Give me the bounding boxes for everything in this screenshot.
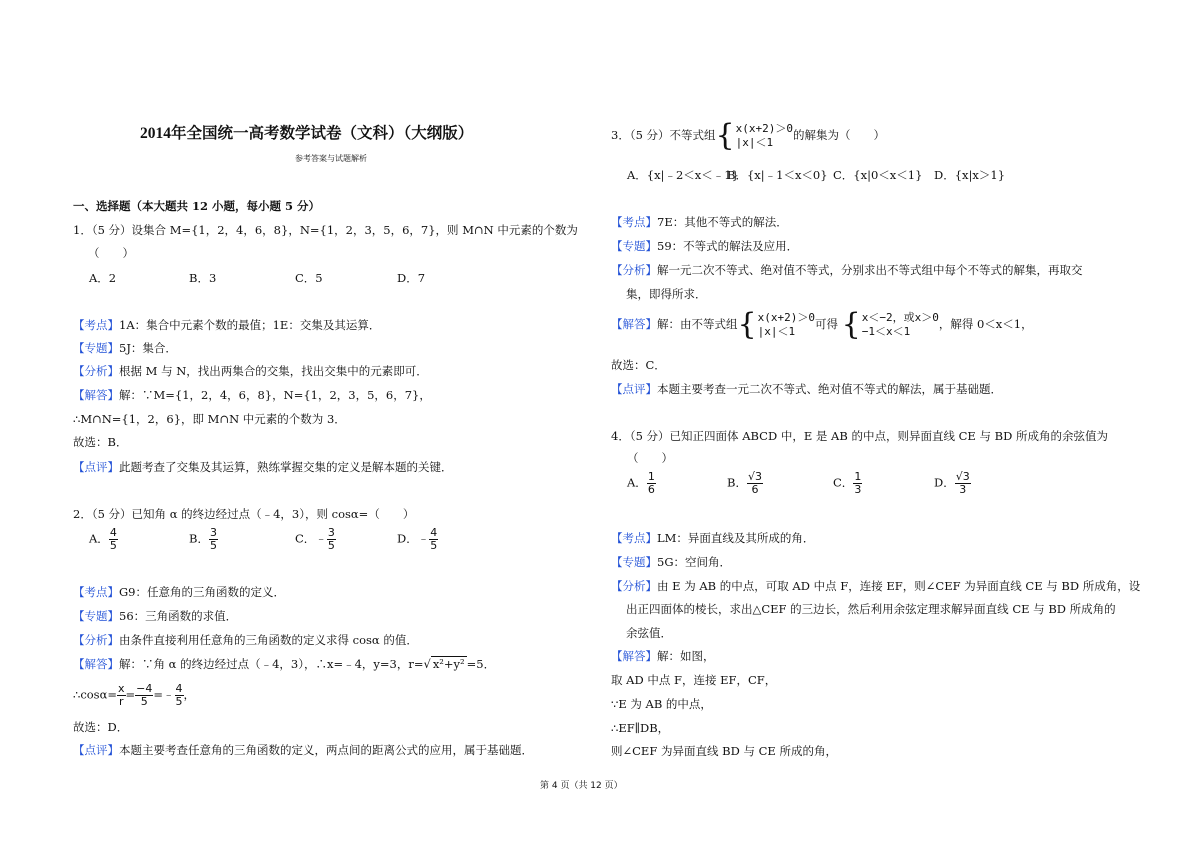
q2-fenxi	[73, 632, 418, 648]
q1-jieda-text: 解：∵M={1，2，4，6，8}，N={1，2，3，5，6，7}，	[119, 388, 431, 402]
q1-line2: ∴M∩N={1，2，6}，即 M∩N 中元素的个数为 3．	[73, 412, 346, 426]
q2-cos-frac2-num: −4	[136, 682, 153, 695]
q3-zhuanti	[611, 238, 798, 254]
q2-option-d-sign: ﹣	[417, 531, 430, 546]
q3-stem-b: 的解集为（ ）	[793, 128, 885, 142]
q2-cos-eq2: =﹣	[153, 687, 175, 702]
q3-stem	[611, 118, 885, 153]
q2-option-d-den: 5	[430, 539, 438, 552]
q3-jieda-b: 可得	[814, 317, 838, 331]
tag-fenxi: 【分析】	[611, 263, 657, 277]
q3-jieda-sys2-row1: x＜−2，或x＞0	[861, 311, 939, 324]
q3-option-a: A．{x|﹣2＜x＜﹣1}	[627, 168, 739, 182]
q3-jieda-system2	[841, 307, 939, 342]
q2-option-c	[295, 527, 336, 552]
q3-choose: 故选：C．	[611, 358, 666, 372]
q3-jieda-system1	[737, 307, 815, 342]
q2-option-b-den: 5	[209, 539, 217, 552]
q3-fenxi-cont: 集，即得所求．	[626, 287, 707, 301]
q2-option-a-fraction	[109, 527, 118, 552]
q2-cos-frac1	[117, 683, 126, 708]
q3-jieda-sys1-row2: |x|＜1	[757, 325, 796, 338]
q3-sys-row1: x(x+2)＞0	[735, 122, 793, 135]
q4-option-c-fraction	[853, 471, 862, 496]
q2-cos-frac2-den: 5	[140, 695, 148, 708]
q4-stem: 4．（5 分）已知正四面体 ABCD 中，E 是 AB 的中点，则异面直线 CE 与 BD 所成角的余弦值为	[611, 429, 1108, 443]
q4-option-b-letter: B．	[727, 475, 747, 490]
q4-option-c	[833, 471, 862, 496]
q3-option-d: D．{x|x＞1}	[934, 168, 1006, 182]
page-title: 2014年全国统一高考数学试卷（文科）（大纲版）	[140, 125, 474, 142]
q2-cos-frac1-num: x	[117, 682, 125, 695]
q2-option-d-fraction	[429, 527, 438, 552]
q2-cos-frac2	[135, 683, 153, 708]
q1-option-c: C．5	[295, 271, 323, 285]
q4-zhuanti-text: 5G：空间角．	[657, 555, 732, 569]
q2-zhuanti	[73, 608, 237, 624]
q2-option-a-den: 5	[109, 539, 117, 552]
q2-jieda-text: 解：∵角 α 的终边经过点（﹣4，3），∴x=﹣4，y=3，r=	[119, 657, 424, 671]
q3-stem-a: 3．（5 分）不等式组	[611, 128, 716, 142]
q2-r-expr: x²+y²	[432, 657, 465, 671]
q2-dianping-text: 本题主要考查任意角的三角函数的定义，两点间的距离公式的应用，属于基础题．	[119, 743, 533, 757]
sqrt-sign: √	[423, 657, 431, 671]
q2-option-b-letter: B．	[189, 531, 209, 546]
q4-option-d-den: 3	[959, 483, 967, 496]
q4-line3: ∴EF∥DB，	[611, 721, 670, 735]
brace-icon: {	[841, 307, 861, 342]
tag-kaodian: 【考点】	[73, 585, 119, 599]
q3-jieda-sys1-row1: x(x+2)＞0	[757, 311, 815, 324]
q2-dianping	[73, 742, 533, 758]
q1-zhuanti	[73, 340, 177, 356]
q1-stem: 1．（5 分）设集合 M={1，2，4，6，8}，N={1，2，3，5，6，7}，则 M∩N 中元素的个数为	[73, 223, 578, 237]
q4-line2: ∵E 为 AB 的中点，	[611, 697, 712, 711]
q2-cos-line	[73, 683, 195, 708]
q2-option-d-letter: D．	[397, 531, 418, 546]
q1-zhuanti-text: 5J：集合．	[119, 341, 177, 355]
tag-kaodian: 【考点】	[611, 531, 657, 545]
q4-option-b-fraction	[747, 471, 763, 496]
q4-option-c-num: 1	[854, 470, 862, 483]
q2-cos-frac3	[175, 683, 184, 708]
q3-sys-row2: |x|＜1	[735, 136, 774, 149]
q1-paren: （ ）	[88, 246, 134, 260]
q4-option-c-den: 3	[854, 483, 862, 496]
q2-option-a	[89, 527, 118, 552]
q4-option-a-letter: A．	[627, 475, 647, 490]
q3-fenxi-text: 解一元二次不等式、绝对值不等式，分别求出不等式组中每个不等式的解集，再取交	[657, 263, 1083, 277]
q2-option-d	[397, 527, 438, 552]
q4-option-b-den: 6	[751, 483, 759, 496]
q2-option-b-num: 3	[209, 526, 217, 539]
brace-icon: {	[737, 307, 757, 342]
q3-option-c: C．{x|0＜x＜1}	[833, 168, 923, 182]
tag-jieda: 【解答】	[73, 657, 119, 671]
section-heading: 一、选择题（本大题共 12 小题，每小题 5 分）	[73, 199, 321, 213]
q1-dianping	[73, 459, 453, 475]
q4-option-b-num: √3	[747, 470, 762, 483]
tag-fenxi: 【分析】	[611, 579, 657, 593]
q3-dianping	[611, 381, 1002, 397]
q2-fenxi-text: 由条件直接利用任意角的三角函数的定义求得 cosα 的值．	[119, 633, 418, 647]
q1-option-a: A．2	[89, 271, 117, 285]
q2-zhuanti-text: 56：三角函数的求值．	[119, 609, 238, 623]
q4-jieda-text: 解：如图，	[657, 649, 715, 663]
q3-fenxi	[611, 262, 1083, 278]
q2-option-b-fraction	[209, 527, 218, 552]
q4-option-c-letter: C．	[833, 475, 854, 490]
q4-zhuanti	[611, 554, 731, 570]
tag-dianping: 【点评】	[611, 382, 657, 396]
q2-kaodian	[73, 584, 285, 600]
tag-zhuanti: 【专题】	[73, 609, 119, 623]
q4-kaodian-text: LM：异面直线及其所成的角．	[657, 531, 815, 545]
q3-system	[715, 118, 793, 153]
brace-icon: {	[715, 118, 735, 153]
q4-paren: （ ）	[627, 451, 673, 465]
tag-fenxi: 【分析】	[73, 633, 119, 647]
page-footer: 第 4 页（共 12 页）	[540, 781, 623, 791]
q3-jieda-sys2-row2: −1＜x＜1	[861, 325, 911, 338]
tag-jieda: 【解答】	[73, 388, 119, 402]
q1-kaodian-text: 1A：集合中元素个数的最值；1E：交集及其运算．	[119, 318, 381, 332]
q4-fenxi	[611, 578, 1140, 594]
tag-zhuanti: 【专题】	[73, 341, 119, 355]
q2-jieda	[73, 656, 495, 672]
q2-option-d-num: 4	[430, 526, 438, 539]
q4-line4: 则∠CEF 为异面直线 BD 与 CE 所成的角，	[611, 744, 837, 758]
q3-jieda-a: 解：由不等式组	[657, 317, 738, 331]
q4-fenxi-cont2: 余弦值．	[626, 626, 672, 640]
q3-dianping-text: 本题主要考查一元二次不等式、绝对值不等式的解法，属于基础题．	[657, 382, 1002, 396]
q4-option-a-fraction	[647, 471, 656, 496]
q4-fenxi-cont: 出正四面体的棱长，求出△CEF 的三边长，然后利用余弦定理求解异面直线 CE 与 BD 所成角的	[626, 602, 1116, 616]
q2-option-c-fraction	[327, 527, 336, 552]
q3-kaodian-text: 7E：其他不等式的解法．	[657, 215, 788, 229]
q2-option-c-den: 5	[327, 539, 335, 552]
tag-dianping: 【点评】	[73, 460, 119, 474]
tag-kaodian: 【考点】	[73, 318, 119, 332]
q1-option-d: D．7	[397, 271, 426, 285]
page-subtitle: 参考答案与试题解析	[295, 154, 367, 163]
tag-fenxi: 【分析】	[73, 364, 119, 378]
tag-kaodian: 【考点】	[611, 215, 657, 229]
q2-option-a-num: 4	[109, 526, 117, 539]
q4-option-a-den: 6	[647, 483, 655, 496]
q4-kaodian	[611, 530, 814, 546]
q2-cos-end: ，	[183, 687, 195, 702]
q2-cos-prefix: ∴cosα=	[73, 687, 117, 702]
q2-kaodian-text: G9：任意角的三角函数的定义．	[119, 585, 286, 599]
q1-choose: 故选：B．	[73, 435, 128, 449]
q3-jieda	[611, 307, 1033, 342]
q4-jieda	[611, 648, 715, 664]
q1-kaodian	[73, 317, 380, 333]
q4-option-d-num: √3	[955, 470, 970, 483]
tag-jieda: 【解答】	[611, 649, 657, 663]
q2-option-b	[189, 527, 218, 552]
q3-option-b: B．{x|﹣1＜x＜0}	[727, 168, 828, 182]
q2-option-c-num: 3	[327, 526, 335, 539]
q1-fenxi	[73, 363, 428, 379]
q4-option-b	[727, 471, 763, 496]
q2-cos-frac3-num: 4	[175, 682, 183, 695]
q2-r-val: =5．	[466, 657, 496, 671]
q4-option-d-letter: D．	[934, 475, 955, 490]
q4-option-a	[627, 471, 656, 496]
q2-option-a-letter: A．	[89, 531, 109, 546]
q3-jieda-c: ，解得 0＜x＜1，	[938, 317, 1033, 331]
q4-fenxi-text: 由 E 为 AB 的中点，可取 AD 中点 F，连接 EF，则∠CEF 为异面直线 CE 与 BD 所成角，设	[657, 579, 1141, 593]
q4-option-d-fraction	[955, 471, 971, 496]
tag-zhuanti: 【专题】	[611, 239, 657, 253]
q4-option-d	[934, 471, 971, 496]
q2-option-c-sign: ﹣	[315, 531, 327, 546]
q1-dianping-text: 此题考查了交集及其运算，熟练掌握交集的定义是解本题的关键．	[119, 460, 453, 474]
tag-zhuanti: 【专题】	[611, 555, 657, 569]
tag-dianping: 【点评】	[73, 743, 119, 757]
q2-cos-eq1: =	[125, 687, 136, 702]
q2-choose: 故选：D．	[73, 720, 129, 734]
q2-option-c-letter: C．	[295, 531, 316, 546]
q2-cos-frac3-den: 5	[175, 695, 183, 708]
q1-jieda	[73, 387, 431, 403]
q1-option-b: B．3	[189, 271, 217, 285]
q4-option-a-num: 1	[647, 470, 655, 483]
q4-line1: 取 AD 中点 F，连接 EF，CF，	[611, 673, 777, 687]
q3-kaodian	[611, 214, 788, 230]
q1-fenxi-text: 根据 M 与 N，找出两集合的交集，找出交集中的元素即可．	[119, 364, 428, 378]
q3-zhuanti-text: 59：不等式的解法及应用．	[657, 239, 799, 253]
tag-jieda: 【解答】	[611, 317, 657, 331]
q2-stem: 2．（5 分）已知角 α 的终边经过点（﹣4，3），则 cosα=（ ）	[73, 507, 415, 521]
q2-cos-frac1-den: r	[118, 695, 124, 708]
